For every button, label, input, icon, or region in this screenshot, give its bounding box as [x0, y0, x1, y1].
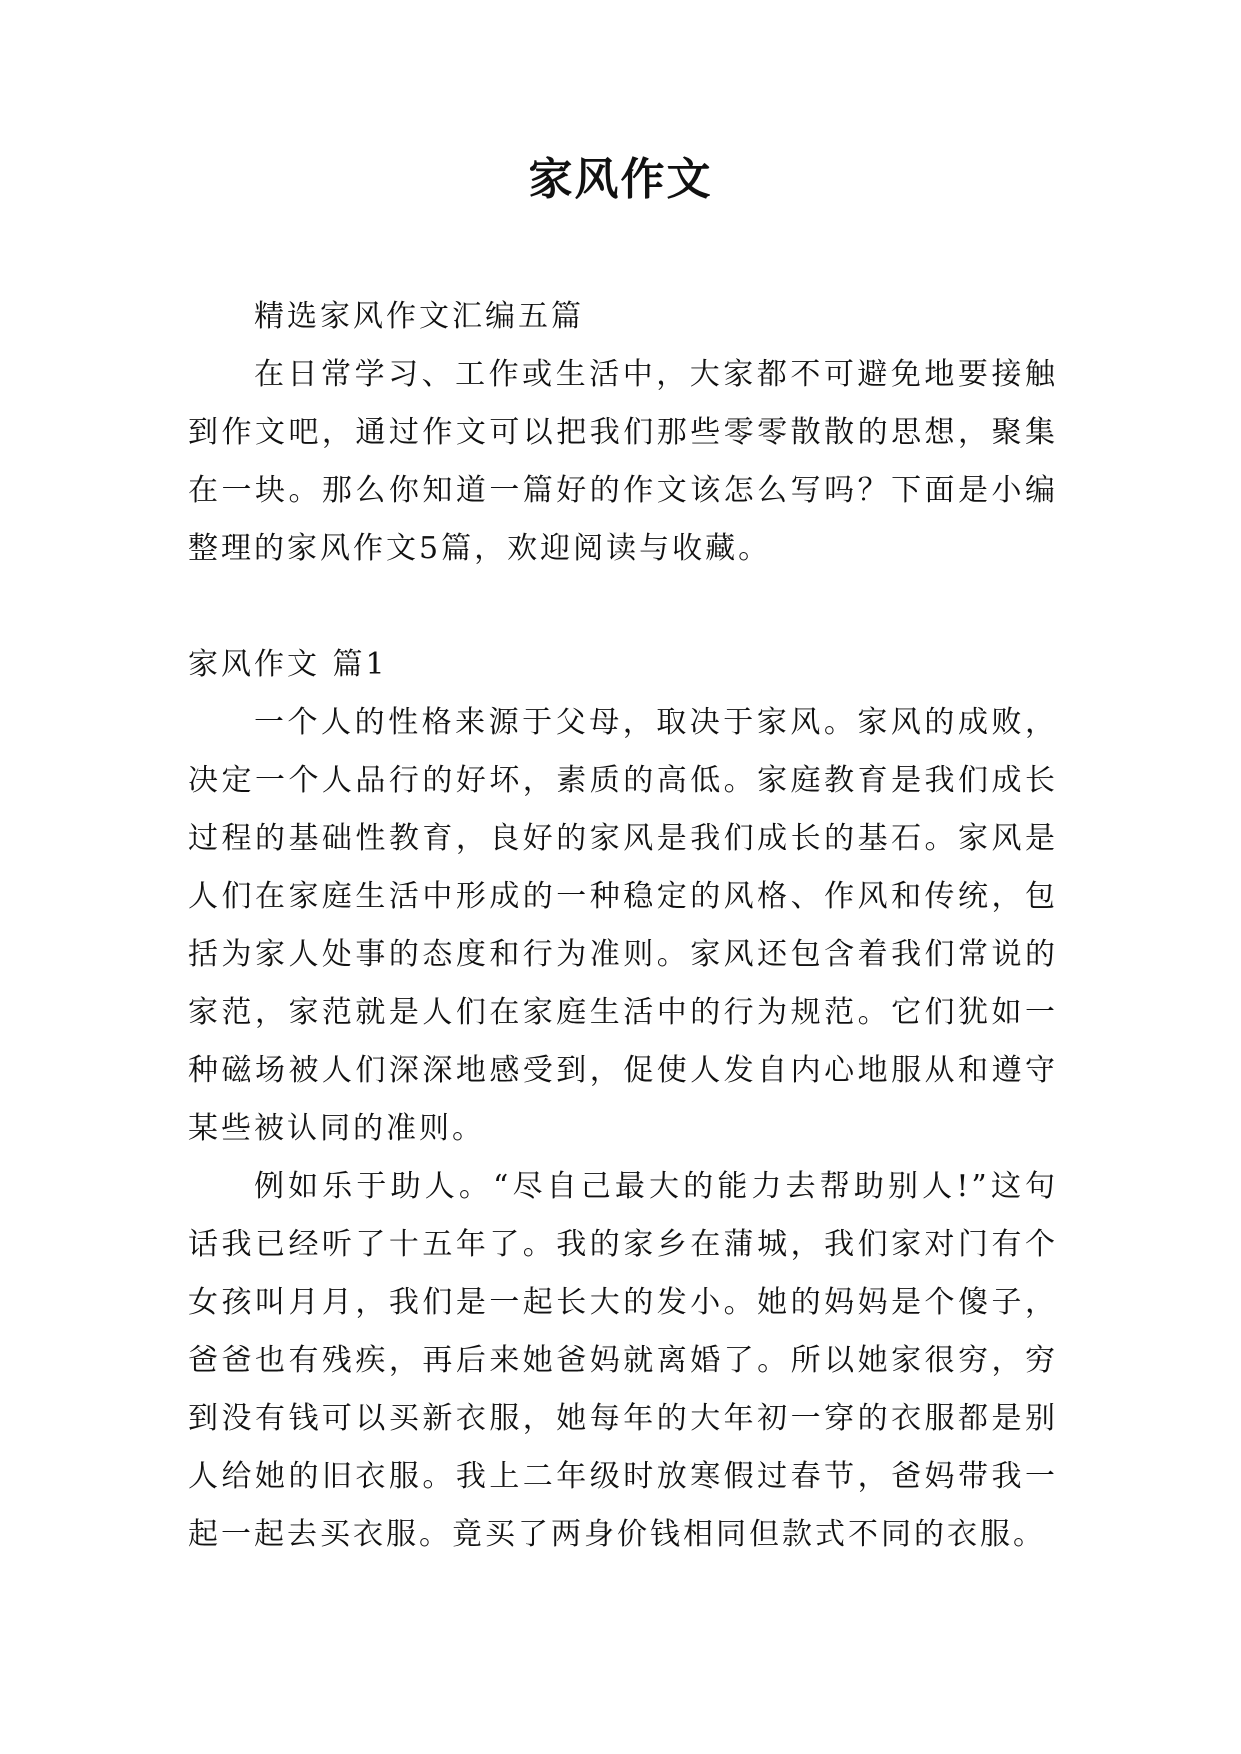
document-body [188, 288, 1058, 1564]
intro-paragraph: 在日常学习、工作或生活中，大家都不可避免地要接触到作文吧，通过作文可以把我们那些零零散散的思想，聚集在一块。那么你知道一篇好的作文该怎么写吗？下面是小编整理的家风作文5篇，欢迎阅读与收藏。 [188, 357, 1058, 566]
body-paragraph-2: 例如乐于助人。“尽自己最大的能力去帮助别人!”这句话我已经听了十五年了。我的家乡在蒲城，我们家对门有个女孩叫月月，我们是一起长大的发小。她的妈妈是个傻子，爸爸也有残疾，再后来她爸妈就离婚了。所以她家很穷，穷到没有钱可以买新衣服，她每年的大年初一穿的衣服都是别人给她的旧衣服。我上二年级时放寒假过春节，爸妈带我一起一起去买衣服。竟买了两身价钱相同但款式不同的衣服。 [188, 1169, 1058, 1552]
document-title: 家风作文 [528, 154, 713, 205]
body-paragraph-1: 一个人的性格来源于父母，取决于家风。家风的成败，决定一个人品行的好坏，素质的高低。家庭教育是我们成长过程的基础性教育，良好的家风是我们成长的基石。家风是人们在家庭生活中形成的一种稳定的风格、作风和传统，包括为家人处事的态度和行为准则。家风还包含着我们常说的家范，家范就是人们在家庭生活中的行为规范。它们犹如一种磁场被人们深深地感受到，促使人发自内心地服从和遵守某些被认同的准则。 [188, 705, 1058, 1146]
collection-subtitle: 精选家风作文汇编五篇 [254, 299, 584, 334]
section-heading: 家风作文 篇1 [188, 647, 388, 682]
